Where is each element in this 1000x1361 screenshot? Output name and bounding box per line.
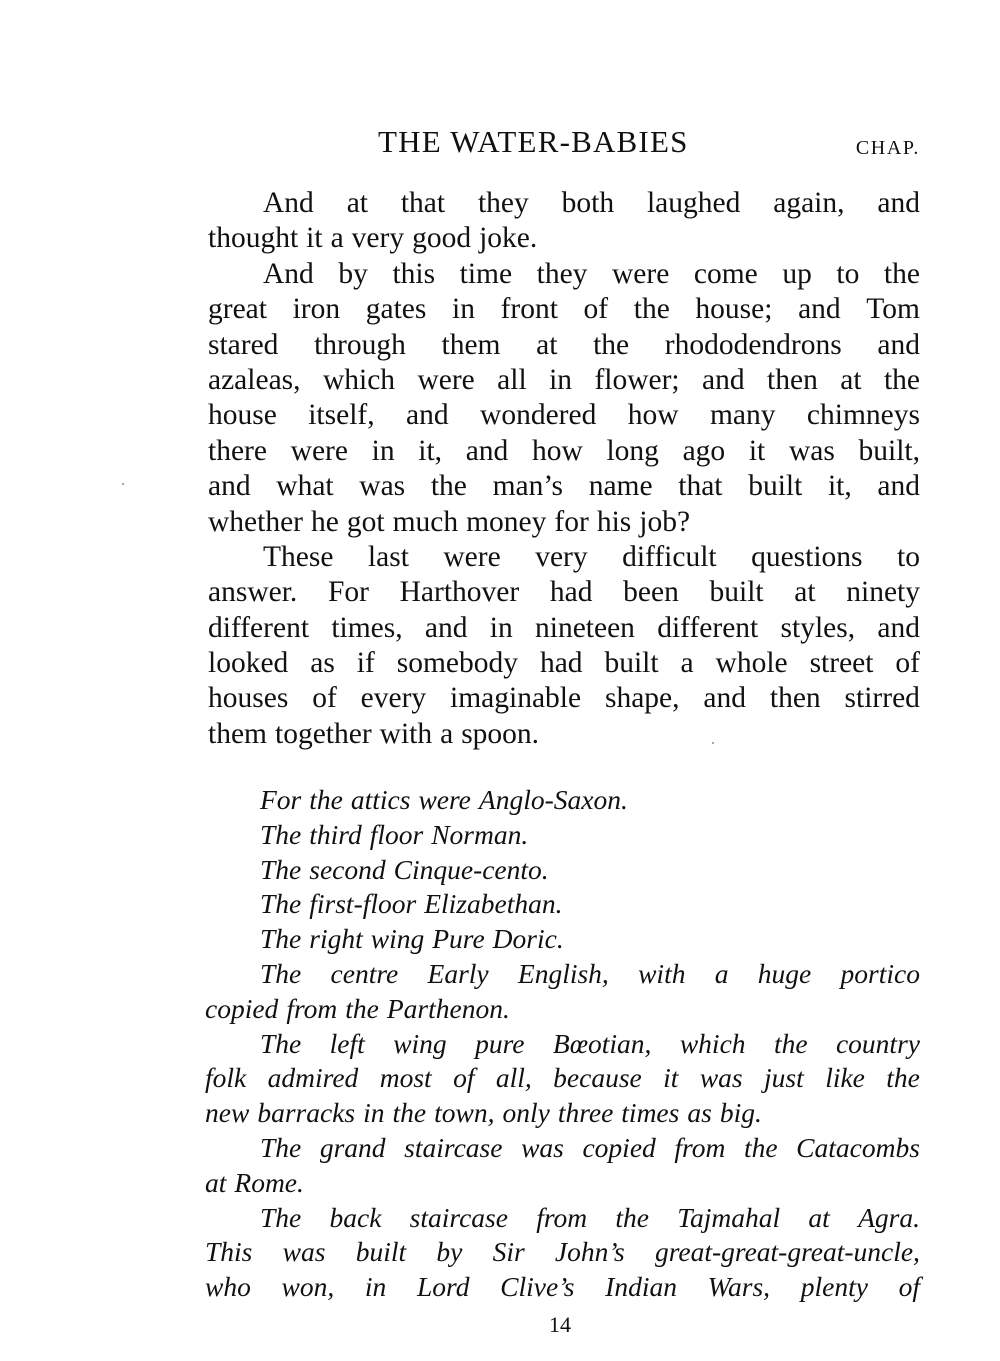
running-head xyxy=(0,124,1000,168)
prose-line xyxy=(208,575,920,610)
word: who xyxy=(205,1271,251,1303)
word: it, xyxy=(418,434,443,467)
word: in xyxy=(371,434,395,467)
verse-block xyxy=(205,783,920,1305)
verse-line xyxy=(205,818,920,853)
word: then xyxy=(767,363,818,396)
verse-line xyxy=(205,992,920,1027)
word: at xyxy=(205,1166,227,1198)
word: were xyxy=(417,363,475,396)
word: nineteen xyxy=(535,611,635,644)
word: the xyxy=(615,1201,649,1233)
word: there xyxy=(208,434,267,467)
word: were xyxy=(443,540,501,573)
word: great-great-great-uncle, xyxy=(654,1236,920,1268)
word: all, xyxy=(495,1062,532,1094)
word: third xyxy=(309,818,362,850)
word: at xyxy=(346,187,368,219)
word: times xyxy=(621,1097,680,1129)
word: admired xyxy=(267,1062,359,1094)
word: azaleas, xyxy=(208,363,301,396)
word: the xyxy=(883,363,920,396)
word: stared xyxy=(208,328,279,361)
word: town, xyxy=(434,1097,495,1129)
word: long xyxy=(606,434,659,467)
word: how xyxy=(531,434,583,467)
word: Early xyxy=(427,957,489,989)
word: in xyxy=(452,293,475,326)
word: copied xyxy=(582,1131,656,1163)
word: itself, xyxy=(308,399,375,432)
word: And xyxy=(263,187,314,219)
word: front xyxy=(500,293,558,326)
word: The xyxy=(260,923,302,955)
word: and xyxy=(798,293,841,326)
word: and xyxy=(877,328,920,361)
word: from xyxy=(674,1131,726,1163)
word: built xyxy=(604,647,659,680)
word: The xyxy=(260,957,302,989)
word: the xyxy=(883,257,920,290)
word: built xyxy=(709,576,764,609)
word: centre xyxy=(330,957,399,989)
word: up xyxy=(782,257,812,290)
word: only xyxy=(502,1097,550,1129)
print-speck xyxy=(712,742,714,744)
word: it, xyxy=(827,470,852,503)
word: answer. xyxy=(208,576,298,609)
word: And xyxy=(263,257,314,290)
word: at xyxy=(536,328,558,361)
word: they xyxy=(536,257,588,290)
word: as xyxy=(310,647,335,680)
prose-block xyxy=(208,186,920,752)
word: ninety xyxy=(846,576,920,609)
word: house; xyxy=(695,293,773,326)
word: at xyxy=(794,576,816,609)
word: was xyxy=(788,434,835,467)
word: back xyxy=(329,1201,382,1233)
word: it xyxy=(663,1062,679,1094)
word: they xyxy=(477,187,529,219)
word: by xyxy=(436,1236,463,1268)
word: won, xyxy=(281,1271,335,1303)
word: a xyxy=(714,957,729,989)
word: stirred xyxy=(844,682,920,715)
word: of xyxy=(895,647,920,680)
word: last xyxy=(367,540,409,573)
word: and xyxy=(877,187,920,219)
word: it xyxy=(306,222,323,255)
word: somebody xyxy=(396,647,518,680)
word: what xyxy=(276,470,334,503)
word: was xyxy=(359,470,406,503)
word: whether xyxy=(208,505,304,538)
word: looked xyxy=(208,647,289,680)
word: English, xyxy=(517,957,609,989)
prose-line xyxy=(208,257,920,292)
word: Sir xyxy=(492,1236,525,1268)
word: from xyxy=(536,1201,588,1233)
word: The xyxy=(260,1131,302,1163)
verse-line xyxy=(205,1131,920,1166)
verse-line xyxy=(205,1027,920,1062)
prose-line xyxy=(208,221,920,256)
prose-line xyxy=(208,292,920,327)
word: difficult xyxy=(622,540,717,573)
word: plenty xyxy=(800,1271,868,1303)
word: Harthover xyxy=(399,576,520,609)
word: with xyxy=(638,957,686,989)
word: This xyxy=(205,1236,253,1268)
verse-line xyxy=(205,922,920,957)
word: and xyxy=(465,434,509,467)
verse-line xyxy=(205,957,920,992)
word: great xyxy=(208,293,267,326)
verse-line xyxy=(205,783,920,818)
word: like xyxy=(825,1062,865,1094)
word: the xyxy=(743,1131,778,1163)
word: Cinque-cento. xyxy=(393,853,549,885)
word: a xyxy=(330,222,344,255)
word: For xyxy=(327,576,369,609)
word: if xyxy=(356,647,375,680)
word: Elizabethan. xyxy=(424,888,563,920)
word: floor xyxy=(369,818,424,850)
word: every xyxy=(360,682,427,715)
word: through xyxy=(314,328,406,361)
word: much xyxy=(392,505,459,538)
word: and xyxy=(703,682,746,715)
word: Lord xyxy=(416,1271,470,1303)
verse-line xyxy=(205,887,920,922)
word: The xyxy=(260,888,302,920)
prose-line xyxy=(208,540,920,575)
word: come xyxy=(693,257,758,290)
word: right xyxy=(309,923,363,955)
word: his xyxy=(596,505,632,538)
word: flower; xyxy=(594,363,680,396)
word: of xyxy=(898,1271,920,1303)
word: just xyxy=(764,1062,804,1094)
word: huge xyxy=(757,957,812,989)
word: was xyxy=(699,1062,743,1094)
word: built, xyxy=(858,434,920,467)
word: the xyxy=(345,992,379,1024)
word: Pure xyxy=(432,923,485,955)
chapter-label: CHAP. xyxy=(855,137,920,159)
word: most xyxy=(379,1062,432,1094)
word: and xyxy=(406,399,449,432)
word: because xyxy=(553,1062,642,1094)
word: them xyxy=(208,717,267,750)
prose-line xyxy=(208,717,920,752)
word: time xyxy=(459,257,513,290)
word: Wars, xyxy=(707,1271,771,1303)
word: Bœotian, xyxy=(552,1027,652,1059)
word: of xyxy=(312,682,337,715)
word: whole xyxy=(715,647,788,680)
word: the xyxy=(309,784,343,815)
word: Catacombs xyxy=(796,1131,920,1163)
verse-line xyxy=(205,1201,920,1236)
word: portico xyxy=(840,957,920,989)
word: very xyxy=(535,540,588,573)
word: and xyxy=(877,470,920,503)
word: Doric. xyxy=(492,923,564,955)
book-title: THE WATER-BABIES xyxy=(378,124,689,159)
word: staircase xyxy=(404,1131,503,1163)
word: built xyxy=(748,470,803,503)
word: had xyxy=(549,576,593,609)
word: Rome. xyxy=(234,1166,304,1198)
print-speck xyxy=(122,483,124,485)
prose-line xyxy=(208,328,920,363)
word: questions xyxy=(751,540,863,573)
word: the xyxy=(773,1027,808,1059)
word: how xyxy=(627,399,679,432)
word: a xyxy=(680,647,694,680)
word: which xyxy=(679,1027,746,1059)
word: thought xyxy=(208,222,299,255)
word: Tajmahal xyxy=(677,1201,781,1233)
word: times, xyxy=(331,611,403,644)
word: Parthenon. xyxy=(386,992,510,1024)
word: Indian xyxy=(605,1271,677,1303)
word: of xyxy=(583,293,609,326)
word: styles, xyxy=(780,611,856,644)
word: house xyxy=(208,399,277,432)
verse-line xyxy=(205,1096,920,1131)
prose-line xyxy=(208,505,920,540)
word: attics xyxy=(350,784,411,815)
word: been xyxy=(623,576,679,609)
prose-line xyxy=(208,681,920,716)
prose-line xyxy=(208,646,920,681)
word: was xyxy=(282,1236,326,1268)
word: folk xyxy=(205,1062,247,1094)
word: shape, xyxy=(604,682,680,715)
word: chimneys xyxy=(806,399,920,432)
word: at xyxy=(840,363,862,396)
page-number: 14 xyxy=(549,1312,571,1337)
word: The xyxy=(260,1027,302,1059)
word: in xyxy=(489,611,513,644)
word: the xyxy=(593,328,630,361)
word: John’s xyxy=(554,1236,625,1268)
word: pure xyxy=(475,1027,525,1059)
word: new xyxy=(205,1097,250,1129)
word: Norman. xyxy=(431,818,529,850)
word: and xyxy=(877,611,920,644)
word: three xyxy=(557,1097,614,1129)
word: first-floor xyxy=(309,888,417,920)
word: For xyxy=(260,784,302,815)
word: built xyxy=(355,1236,407,1268)
word: it xyxy=(748,434,766,467)
word: Clive’s xyxy=(500,1271,575,1303)
word: left xyxy=(329,1027,365,1059)
word: them xyxy=(441,328,501,361)
prose-line xyxy=(208,363,920,398)
word: The xyxy=(260,853,302,885)
word: that xyxy=(678,470,723,503)
word: ago xyxy=(682,434,726,467)
word: many xyxy=(709,399,776,432)
word: and xyxy=(424,611,468,644)
word: in xyxy=(549,363,573,396)
word: good xyxy=(412,222,472,255)
word: by xyxy=(338,257,368,290)
verse-line xyxy=(205,1166,920,1201)
word: houses xyxy=(208,682,289,715)
word: this xyxy=(392,257,436,290)
word: gates xyxy=(365,293,427,326)
word: was xyxy=(521,1131,564,1163)
word: were xyxy=(611,257,670,290)
word: man’s xyxy=(492,470,564,503)
word: very xyxy=(351,222,405,255)
word: the xyxy=(886,1062,920,1094)
word: The xyxy=(260,818,302,850)
word: he xyxy=(311,505,339,538)
word: big. xyxy=(719,1097,762,1129)
word: to xyxy=(836,257,860,290)
word: money xyxy=(466,505,547,538)
word: name xyxy=(588,470,653,503)
word: staircase xyxy=(409,1201,508,1233)
word: iron xyxy=(292,293,341,326)
word: had xyxy=(539,647,583,680)
word: as xyxy=(687,1097,712,1129)
word: were xyxy=(290,434,348,467)
word: were xyxy=(418,784,471,815)
verse-line xyxy=(205,853,920,888)
word: grand xyxy=(319,1131,386,1163)
word: rhododendrons xyxy=(664,328,842,361)
word: again, xyxy=(773,187,845,219)
word: the xyxy=(392,1097,427,1129)
word: from xyxy=(286,992,338,1024)
word: together xyxy=(275,717,372,750)
verse-line xyxy=(205,1061,920,1096)
word: The xyxy=(260,1201,302,1233)
word: wondered xyxy=(480,399,597,432)
word: different xyxy=(657,611,759,644)
word: in xyxy=(363,1097,385,1129)
word: joke. xyxy=(479,222,538,255)
verse-line xyxy=(205,1235,920,1270)
word: Agra. xyxy=(858,1201,920,1233)
word: with xyxy=(379,717,433,750)
word: that xyxy=(400,187,446,219)
word: imaginable xyxy=(450,682,582,715)
word: at xyxy=(808,1201,830,1233)
word: Tom xyxy=(866,293,920,326)
word: and xyxy=(702,363,745,396)
word: the xyxy=(633,293,670,326)
prose-line xyxy=(208,398,920,433)
word: Anglo-Saxon. xyxy=(478,784,628,815)
word: different xyxy=(208,611,310,644)
word: a xyxy=(440,717,454,750)
word: laughed xyxy=(646,187,741,219)
word: wing xyxy=(370,923,425,955)
word: which xyxy=(322,363,396,396)
verse-line xyxy=(205,1270,920,1305)
word: street xyxy=(809,647,874,680)
word: job? xyxy=(639,505,691,538)
word: for xyxy=(554,505,589,538)
word: barracks xyxy=(257,1097,356,1129)
word: got xyxy=(346,505,385,538)
prose-line xyxy=(208,469,920,504)
word: spoon. xyxy=(461,717,540,750)
word: in xyxy=(364,1271,387,1303)
word: country xyxy=(835,1027,920,1059)
word: These xyxy=(263,540,334,573)
prose-line xyxy=(208,434,920,469)
word: then xyxy=(769,682,821,715)
word: both xyxy=(561,187,615,219)
word: to xyxy=(897,540,920,573)
word: wing xyxy=(393,1027,447,1059)
word: the xyxy=(430,470,467,503)
prose-line xyxy=(208,186,920,221)
word: and xyxy=(208,470,251,503)
word: all xyxy=(497,363,527,396)
word: copied xyxy=(205,992,279,1024)
prose-line xyxy=(208,611,920,646)
word: second xyxy=(309,853,386,885)
word: of xyxy=(453,1062,475,1094)
